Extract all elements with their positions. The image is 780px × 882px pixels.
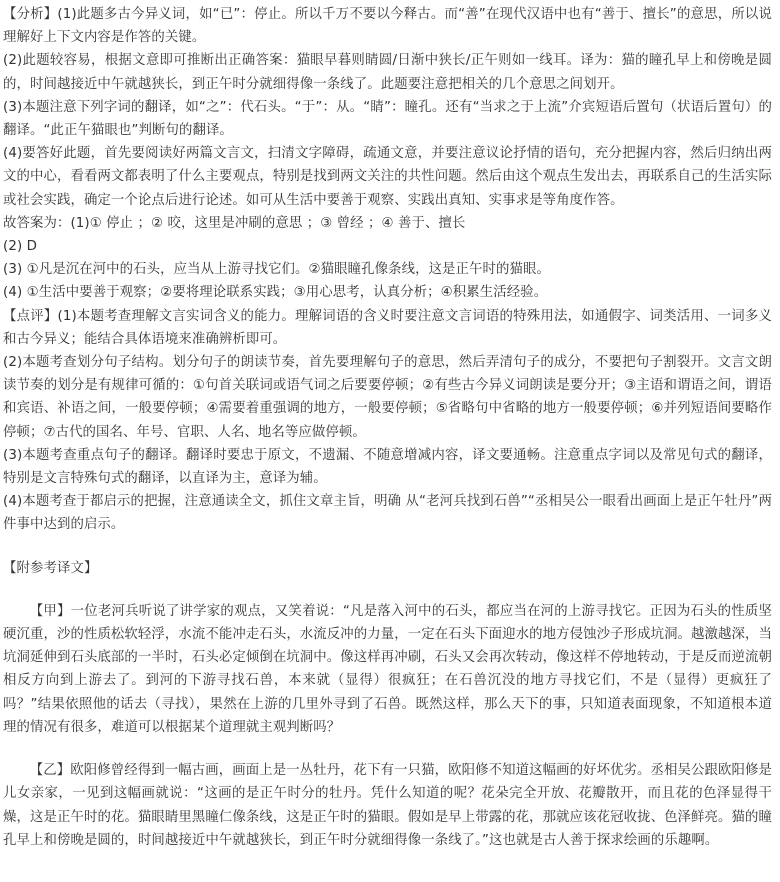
comment-paragraph-1: 【点评】(1)本题考查理解文言实词含义的能力。理解词语的含义时要注意文言词语的特殊用法，如通假字、词类活用、一词多义和古今异义；能结合具体语境来准确辨析即可。	[3, 308, 772, 347]
section-gap	[3, 739, 772, 759]
comment-paragraph-3: (3)本题考查重点句子的翻译。翻译时要忠于原文，不遗漏、不随意增减内容，译文要通畅。注意重点字词以及常见句式的翻译，特别是文言特殊句式的翻译，以直译为主，意译为辅。	[3, 447, 772, 487]
section-gap	[3, 580, 772, 600]
answer-line-4: (4) ①生活中要善于观察；②要将理论联系实践；③用心思考，认真分析；④积累生活经验。	[3, 285, 548, 301]
comment-paragraph-2: (2)本题考查划分句子结构。划分句子的朗读节奏，首先要理解句子的意思，然后弄清句子的成分，不要把句子割裂开。文言文朗读节奏的划分是有规律可循的：①句首关联词或语气词之后要要停顿；②有些古今异义词朗读是要分开；③主语和谓语之间，谓语和宾语、补语之间，一般要停顿；④需要着重强调的地方，一般要停顿；⑤省略句中省略的地方一般要停顿；⑥并列短语间要略作停顿；⑦古代的国名、年号、官职、人名、地名等应做停顿。	[3, 355, 772, 440]
answer-line-2: (2) D	[3, 239, 38, 255]
translation-title: 【附参考译文】	[3, 560, 98, 576]
analysis-paragraph-3: (3)本题注意下列字词的翻译，如“之”：代石头。“于”：从。“睛”：瞳孔。还有“当求之于上流”介宾短语后置句（状语后置句）的翻译。“此正午猫眼也”判断句的翻译。	[3, 99, 772, 139]
section-gap	[3, 537, 772, 557]
translation-jia: 【甲】一位老河兵听说了讲学家的观点，又笑着说：“凡是落入河中的石头，都应当在河的上游寻找它。正因为石头的性质坚硬沉重，沙的性质松软轻浮，水流不能冲走石头，水流反冲的力量，一定在石头下面迎水的地方侵蚀沙子形成坑洞。越激越深，当坑洞延伸到石头底部的一半时，石头必定倾倒在坑洞中。像这样再冲刷，石头又会再次转动，像这样不停地转动，于是反而逆流朝相反方向到上游去了。到河的下游寻找石兽，本来就（显得）很疯狂；在石兽沉没的地方寻找它们，不是（显得）更疯狂了吗？”结果依照他的话去（寻找），果然在上游的几里外寻到了石兽。既然这样，那么天下的事，只知道表面现象，不知道根本道理的情况有很多，难道可以根据某个道理就主观判断吗？	[3, 603, 772, 735]
analysis-paragraph-2: (2)此题较容易，根据文意即可推断出正确答案：猫眼早暮则睛圆/日渐中狭长/正午则如一线耳。译为：猫的瞳孔早上和傍晚是圆的，时间越接近中午就越狭长，到正午时分就细得像一条线了。此题要注意把相关的几个意思之间划开。	[3, 53, 772, 92]
analysis-paragraph-4: (4)要答好此题，首先要阅读好两篇文言文，扫清文字障碍，疏通文意，并要注意议论抒情的语句，充分把握内容，然后归纳出两文的中心，看看两文都表明了什么主要观点，特别是找到两文关注的共性问题。然后由这个观点生发出去，再联系自己的生活实际或社会实践，确定一个论点后进行论述。如可从生活中要善于观察、实践出真知、实事求是等角度作答。	[3, 146, 772, 208]
analysis-paragraph-1: 【分析】(1)此题多古今异义词，如“已”：停止。所以千万不要以今释古。而“善”在现代汉语中也有“善于、擅长”的意思，所以说理解好上下文内容是作答的关键。	[3, 7, 772, 46]
answer-line-1: 故答案为：(1)① 停止 ；② 咬，这里是冲刷的意思 ；③ 曾经 ；④ 善于、擅长	[3, 215, 466, 231]
answer-line-3: (3) ①凡是沉在河中的石头，应当从上游寻找它们。②猫眼瞳孔像条线，这是正午时的猫眼。	[3, 262, 550, 278]
translation-yi: 【乙】欧阳修曾经得到一幅古画，画面上是一丛牡丹，花下有一只猫，欧阳修不知道这幅画的好坏优劣。丞相吴公跟欧阳修是儿女亲家，一见到这幅画就说：“这画的是正午时分的牡丹。凭什么知道的呢？花朵完全开放、花瓣散开，而且花的色泽显得干燥，这是正午时的花。猫眼睛里黑瞳仁像条线，这是正午时的猫眼。假如是早上带露的花，那就应该花冠收拢、色泽鲜亮。猫的瞳孔早上和傍晚是圆的，时间越接近中午就越狭长，到正午时分就细得像一条线了。”这也就是古人善于探求绘画的乐趣啊。	[3, 763, 772, 848]
comment-paragraph-4: (4)本题考查于都启示的把握，注意通读全文，抓住文章主旨，明确 从“老河兵找到石兽”“丞相吴公一眼看出画面上是正午牡丹”两件事中达到的启示。	[3, 494, 772, 533]
